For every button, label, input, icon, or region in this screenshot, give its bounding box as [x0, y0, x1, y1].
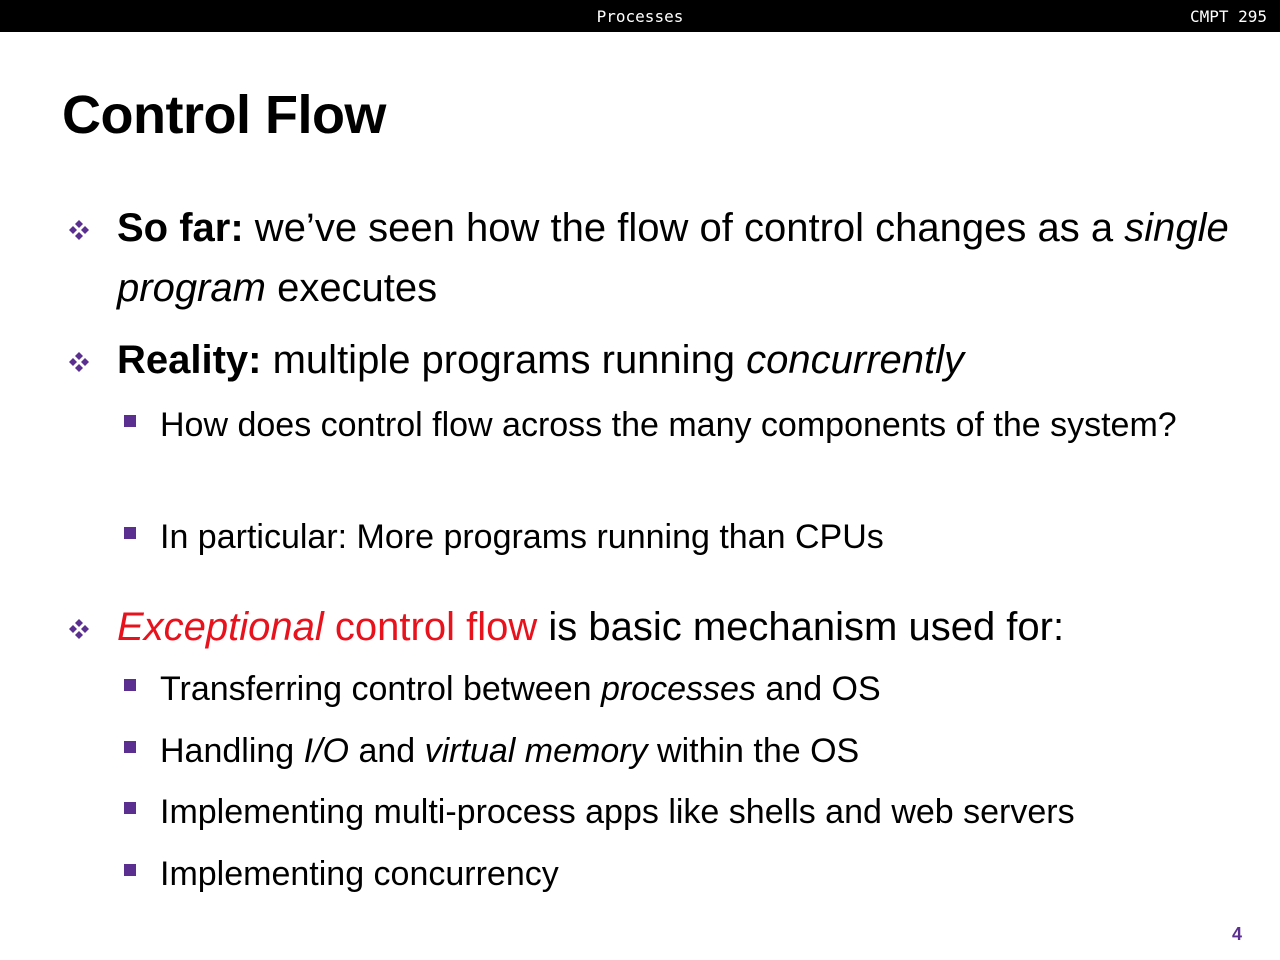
bullet-label: Reality: — [117, 338, 262, 382]
highlight-text: control flow — [323, 605, 538, 649]
bullet-text: multiple programs running — [261, 338, 747, 382]
sub-bullet-text: and — [349, 732, 425, 770]
sub-bullet-text: Handling — [160, 732, 304, 770]
bullet-text: is basic mechanism used for: — [537, 605, 1065, 649]
square-bullet-icon — [124, 802, 136, 814]
sub-bullet-emphasis: processes — [600, 670, 756, 708]
bullet-so-far — [117, 198, 1247, 318]
bullet-text: we’ve seen how the flow of control changes as a — [243, 206, 1125, 250]
course-label: CMPT 295 — [1189, 7, 1267, 26]
square-bullet-icon — [124, 741, 136, 753]
sub-bullet-text: Implementing multi-process apps like shells and web servers — [160, 793, 1075, 831]
bullet-reality — [117, 330, 1247, 390]
sub-bullet — [160, 664, 1250, 715]
square-bullet-icon — [124, 679, 136, 691]
square-bullet-icon — [124, 415, 136, 427]
bullet-label: So far: — [117, 206, 244, 250]
square-bullet-icon — [124, 864, 136, 876]
sub-bullet — [160, 400, 1250, 451]
sub-bullet-text: Implementing concurrency — [160, 855, 559, 893]
sub-bullet — [160, 849, 1250, 900]
page-number: 4 — [1231, 924, 1242, 944]
sub-bullet-text: How does control flow across the many components of the system? — [160, 406, 1177, 444]
header-title: Processes — [596, 7, 684, 26]
sub-bullet — [160, 787, 1250, 838]
sub-bullet-text-end: within the OS — [647, 732, 860, 770]
sub-bullet-emphasis: virtual memory — [424, 732, 648, 770]
bullet-exceptional — [117, 597, 1247, 657]
four-diamond-icon — [67, 597, 91, 657]
sub-bullet-text: Transferring control between — [160, 670, 601, 708]
bullet-emphasis: single program — [117, 206, 1229, 310]
slide-title: Control Flow — [62, 85, 386, 145]
sub-bullet — [160, 726, 1250, 777]
header-bar — [0, 0, 1280, 32]
square-bullet-icon — [124, 527, 136, 539]
sub-bullet-emphasis: I/O — [303, 732, 349, 770]
sub-bullet-text-end: and OS — [755, 670, 881, 708]
bullet-emphasis: concurrently — [746, 338, 965, 382]
four-diamond-icon — [67, 198, 91, 258]
bullet-text-end: executes — [265, 266, 438, 310]
four-diamond-icon — [67, 330, 91, 390]
highlight-emphasis: Exceptional — [117, 605, 324, 649]
sub-bullet-text: In particular: More programs running than CPUs — [160, 518, 884, 556]
sub-bullet — [160, 512, 1250, 563]
